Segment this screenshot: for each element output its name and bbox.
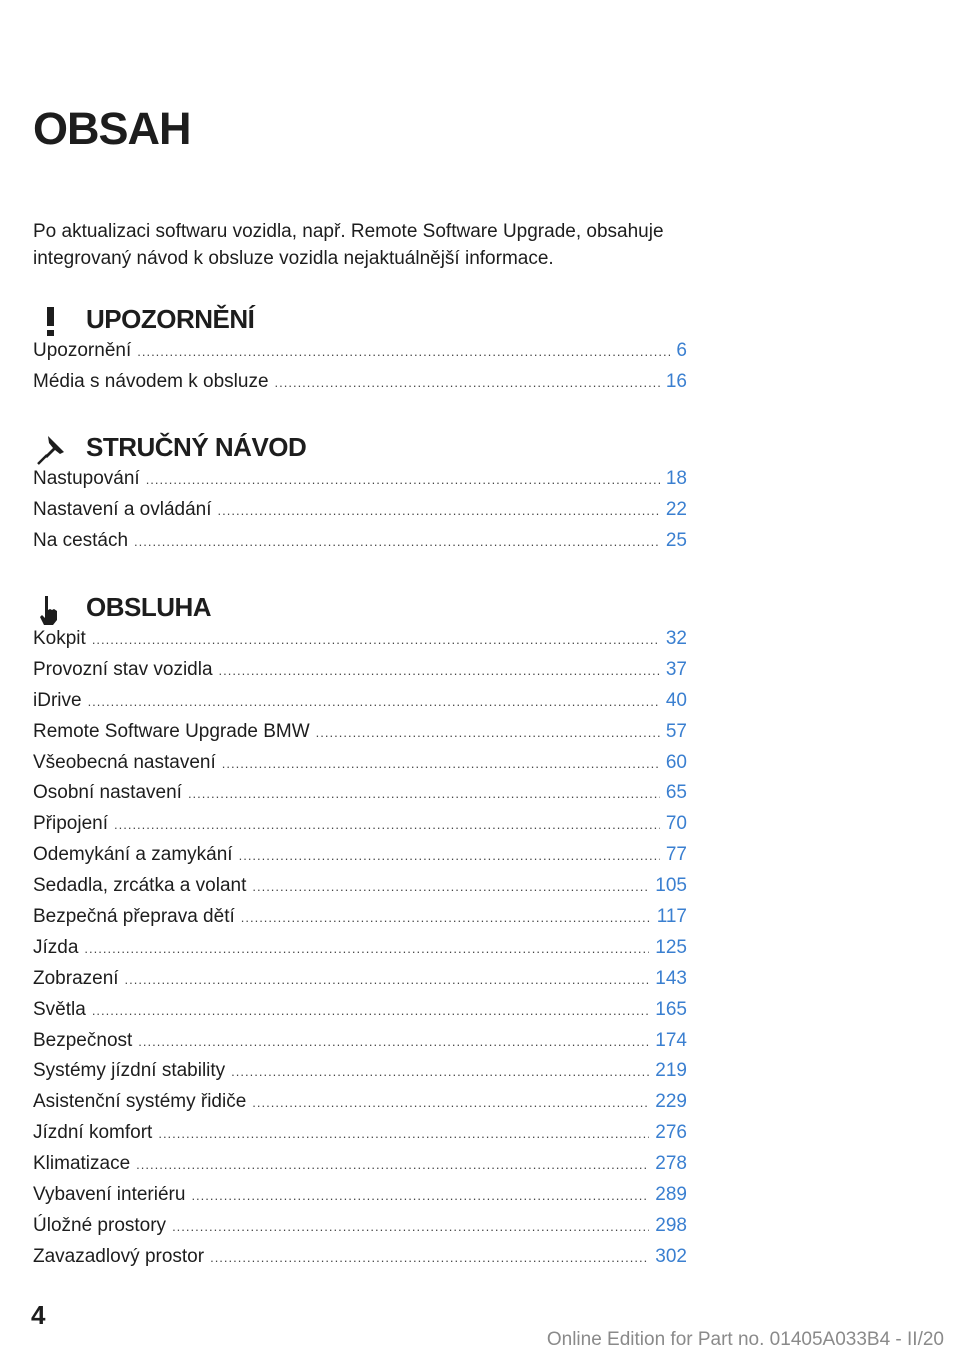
dot-leader xyxy=(219,663,660,678)
toc-list xyxy=(33,468,687,561)
dot-leader xyxy=(252,879,649,894)
toc-entry[interactable] xyxy=(33,1122,687,1153)
toc-entry[interactable] xyxy=(33,1091,687,1122)
toc-entry-label: Připojení xyxy=(33,813,108,835)
toc-entry-page[interactable]: 219 xyxy=(655,1060,687,1082)
toc-entry[interactable] xyxy=(33,752,687,783)
toc-entry-label: Úložné prostory xyxy=(33,1214,167,1236)
toc-entry[interactable] xyxy=(33,1215,687,1246)
dot-leader xyxy=(137,344,670,359)
toc-entry[interactable] xyxy=(33,844,687,875)
section-header xyxy=(33,428,687,468)
toc-entry-page[interactable]: 37 xyxy=(665,658,687,680)
section-quick-guide xyxy=(33,428,687,561)
toc-entry-label: Nastupování xyxy=(33,468,140,489)
toc-entry[interactable] xyxy=(33,937,687,968)
toc-entry[interactable] xyxy=(33,1246,687,1277)
pointing-hand-icon xyxy=(33,590,71,628)
dot-leader xyxy=(210,1250,649,1265)
toc-entry-page[interactable]: 302 xyxy=(655,1245,687,1267)
dot-leader xyxy=(231,1064,649,1079)
toc-entry-label: Vybavení interiéru xyxy=(33,1184,186,1206)
toc-entry[interactable] xyxy=(33,1060,687,1091)
toc-entry-label: Všeobecná nastavení xyxy=(33,751,216,773)
dot-leader xyxy=(241,910,651,925)
dot-leader xyxy=(188,786,660,801)
toc-entry-label: Jízda xyxy=(33,936,79,958)
toc-entry-page[interactable]: 40 xyxy=(665,689,687,711)
toc-entry-page[interactable]: 276 xyxy=(655,1122,687,1144)
section-header xyxy=(33,588,687,628)
dot-leader xyxy=(84,941,649,956)
toc-entry-label: Osobní nastavení xyxy=(33,782,182,804)
toc-entry-page[interactable]: 65 xyxy=(665,782,687,804)
toc-entry-label: Provozní stav vozidla xyxy=(33,658,213,680)
section-title: OBSLUHA xyxy=(86,592,212,622)
toc-entry-label: iDrive xyxy=(33,689,82,711)
toc-entry[interactable] xyxy=(33,999,687,1030)
toc-entry-label: Kokpit xyxy=(33,628,86,649)
dot-leader xyxy=(134,534,660,549)
toc-entry-page[interactable]: 70 xyxy=(665,813,687,835)
toc-entry-page[interactable]: 16 xyxy=(665,370,687,392)
toc-entry[interactable] xyxy=(33,659,687,690)
exclamation-icon xyxy=(33,302,71,340)
toc-entry[interactable] xyxy=(33,371,687,402)
toc-entry[interactable] xyxy=(33,875,687,906)
toc-entry-page[interactable]: 174 xyxy=(655,1029,687,1051)
dot-leader xyxy=(191,1188,649,1203)
section-title: UPOZORNĚNÍ xyxy=(86,304,255,334)
dot-leader xyxy=(316,725,660,740)
toc-entry[interactable] xyxy=(33,1153,687,1184)
dot-leader xyxy=(138,1034,649,1049)
dot-leader xyxy=(114,817,660,832)
toc-entry[interactable] xyxy=(33,1184,687,1215)
dot-leader xyxy=(158,1126,649,1141)
section-title: STRUČNÝ NÁVOD xyxy=(86,432,307,462)
toc-entry-page[interactable]: 57 xyxy=(665,720,687,742)
toc-entry-label: Na cestách xyxy=(33,529,129,551)
toc-entry-page[interactable]: 60 xyxy=(665,751,687,773)
toc-entry-label: Klimatizace xyxy=(33,1153,131,1175)
toc-entry[interactable] xyxy=(33,968,687,999)
toc-entry-page[interactable]: 165 xyxy=(655,998,687,1020)
toc-entry-page[interactable]: 117 xyxy=(656,906,687,928)
toc-entry-label: Bezpečná přeprava dětí xyxy=(33,906,235,928)
toc-entry-label: Nastavení a ovládání xyxy=(33,498,212,520)
toc-entry-page[interactable]: 18 xyxy=(665,468,687,489)
dot-leader xyxy=(222,756,660,771)
dot-leader xyxy=(275,375,660,390)
pin-icon xyxy=(33,430,71,468)
intro-text: Po aktualizaci softwaru vozidla, např. Remote Software Upgrade, obsahuje integrovaný návod k obsluze vozidla nejaktuálnější informace. xyxy=(33,221,664,269)
toc-entry[interactable] xyxy=(33,628,687,659)
toc-entry-label: Remote Software Upgrade BMW xyxy=(33,720,310,742)
toc-entry[interactable] xyxy=(33,906,687,937)
toc-entry-page[interactable]: 229 xyxy=(655,1091,687,1113)
dot-leader xyxy=(172,1219,649,1234)
toc-entry-label: Jízdní komfort xyxy=(33,1122,153,1144)
toc-entry[interactable] xyxy=(33,530,687,561)
toc-entry[interactable] xyxy=(33,468,687,499)
toc-list xyxy=(33,340,687,402)
toc-entry-page[interactable]: 298 xyxy=(655,1214,687,1236)
toc-entry-label: Systémy jízdní stability xyxy=(33,1060,226,1082)
toc-entry-label: Zobrazení xyxy=(33,967,119,989)
page-title: OBSAH xyxy=(33,103,191,154)
toc-entry[interactable] xyxy=(33,813,687,844)
footer-edition-note: Online Edition for Part no. 01405A033B4 - II/20 xyxy=(546,1329,944,1350)
toc-entry-page[interactable]: 22 xyxy=(665,498,687,520)
toc-list xyxy=(33,628,687,1277)
section-operation xyxy=(33,588,687,1277)
dot-leader xyxy=(239,848,660,863)
toc-entry[interactable] xyxy=(33,1030,687,1061)
toc-entry-page[interactable]: 125 xyxy=(655,936,687,958)
toc-entry[interactable] xyxy=(33,782,687,813)
toc-entry-page[interactable]: 32 xyxy=(665,628,687,649)
toc-entry-label: Světla xyxy=(33,998,86,1020)
dot-leader xyxy=(146,472,660,487)
toc-entry-page[interactable]: 278 xyxy=(655,1153,687,1175)
toc-entry-label: Zavazadlový prostor xyxy=(33,1245,205,1267)
toc-entry[interactable] xyxy=(33,499,687,530)
dot-leader xyxy=(136,1157,649,1172)
section-warnings xyxy=(33,300,687,402)
toc-entry-page[interactable]: 105 xyxy=(655,875,687,897)
toc-entry-page[interactable]: 25 xyxy=(665,529,687,551)
toc-entry-label: Média s návodem k obsluze xyxy=(33,370,269,392)
toc-entry[interactable] xyxy=(33,690,687,721)
toc-entry-label: Bezpečnost xyxy=(33,1029,133,1051)
toc-entry-page[interactable]: 6 xyxy=(676,340,687,361)
section-header xyxy=(33,300,687,340)
toc-entry[interactable] xyxy=(33,340,687,371)
toc-entry-label: Asistenční systémy řidiče xyxy=(33,1091,247,1113)
toc-entry-label: Odemykání a zamykání xyxy=(33,844,233,866)
dot-leader xyxy=(92,632,660,647)
page-number: 4 xyxy=(31,1300,46,1330)
toc-entry[interactable] xyxy=(33,721,687,752)
toc-entry-label: Upozornění xyxy=(33,340,132,361)
toc-entry-page[interactable]: 143 xyxy=(655,967,687,989)
dot-leader xyxy=(252,1095,649,1110)
dot-leader xyxy=(125,972,650,987)
dot-leader xyxy=(88,694,660,709)
dot-leader xyxy=(218,503,660,518)
toc-entry-page[interactable]: 289 xyxy=(655,1184,687,1206)
toc-entry-page[interactable]: 77 xyxy=(665,844,687,866)
toc-entry-label: Sedadla, zrcátka a volant xyxy=(33,875,247,897)
dot-leader xyxy=(92,1003,649,1018)
